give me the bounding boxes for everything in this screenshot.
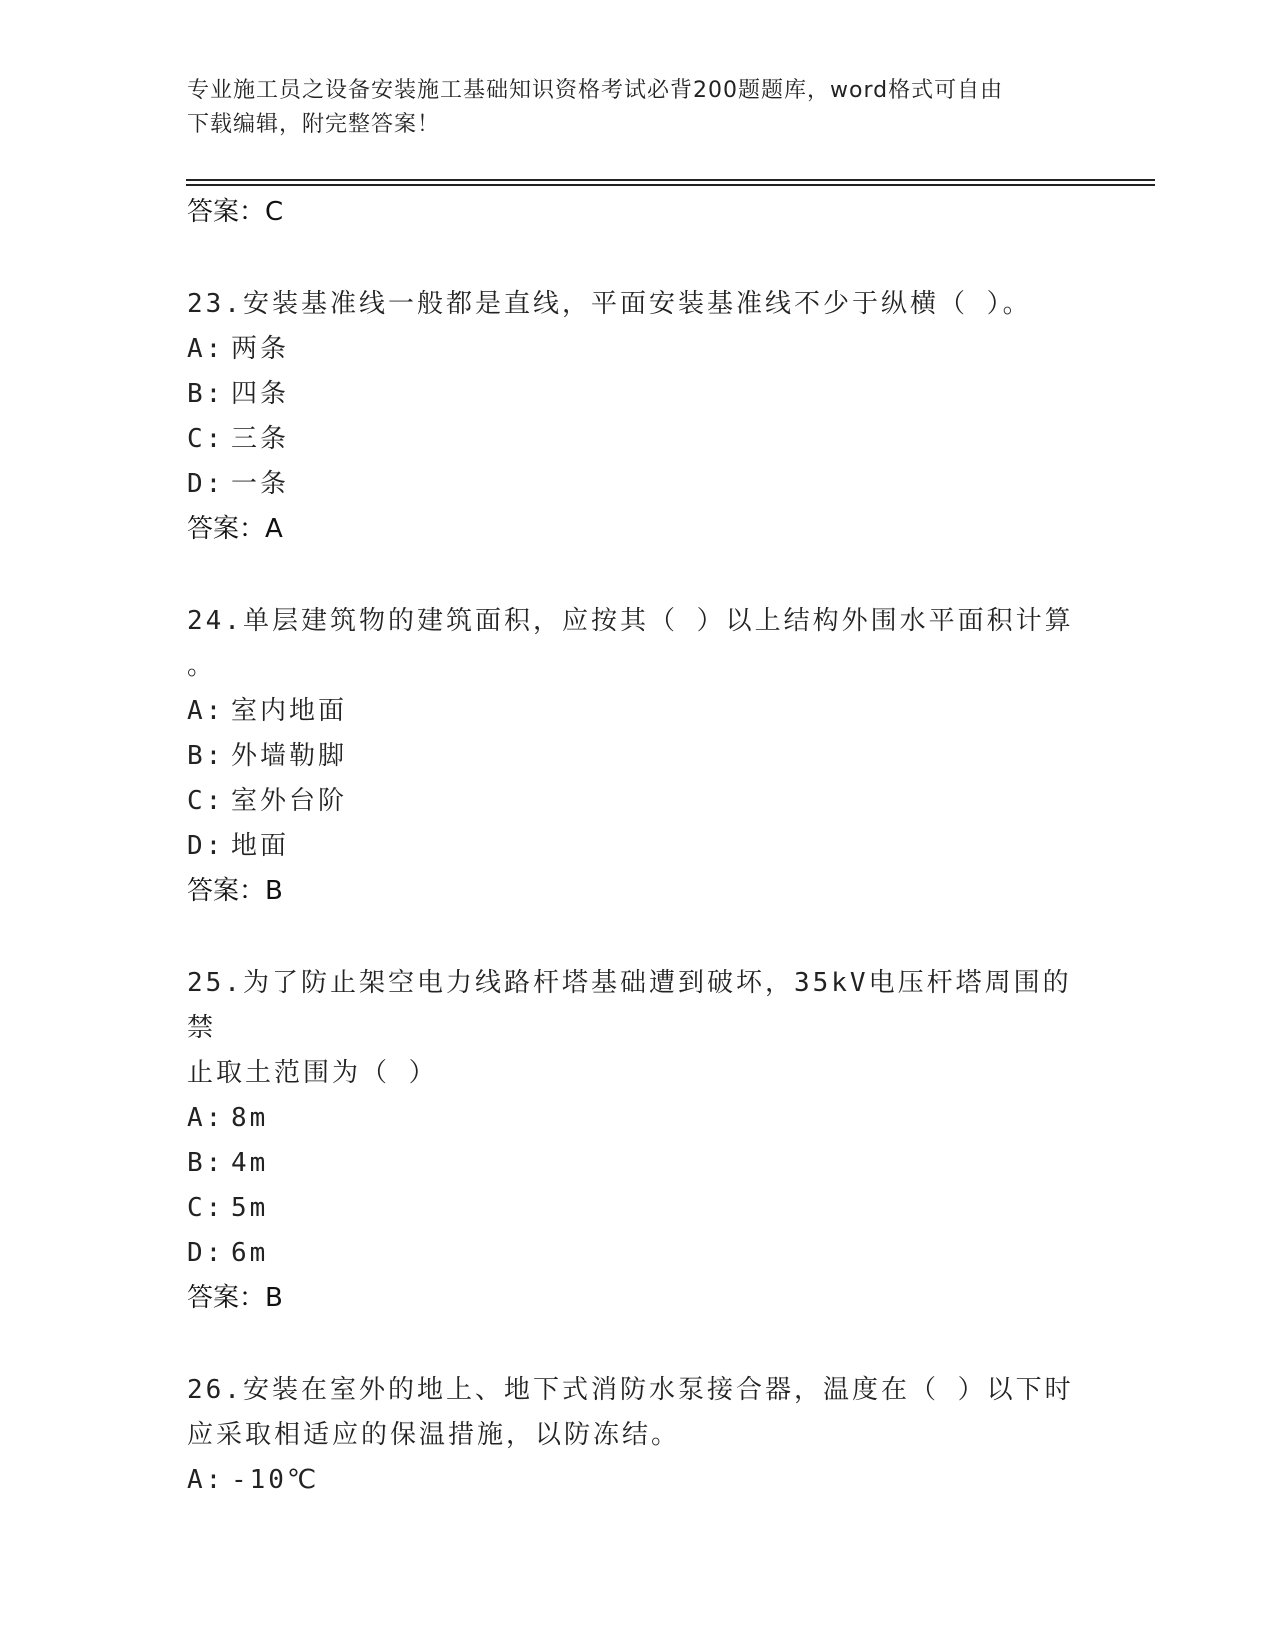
option-key: B: xyxy=(187,741,225,771)
question-23 xyxy=(187,282,1087,552)
option-a xyxy=(187,689,1087,734)
option-text: 两条 xyxy=(231,334,290,364)
option-text: 外墙勒脚 xyxy=(231,741,348,771)
option-text: 三条 xyxy=(231,424,290,454)
option-b xyxy=(187,1141,1087,1186)
option-key: A: xyxy=(187,334,225,364)
option-key: D: xyxy=(187,1238,225,1268)
option-text: 8m xyxy=(231,1103,269,1133)
option-key: C: xyxy=(187,424,225,454)
option-key: B: xyxy=(187,1148,225,1178)
option-b xyxy=(187,372,1087,417)
question-stem xyxy=(187,599,1087,689)
question-list xyxy=(187,190,1087,1503)
option-key: D: xyxy=(187,831,225,861)
option-a xyxy=(187,1096,1087,1141)
option-key: A: xyxy=(187,1465,225,1495)
document-header xyxy=(187,74,1067,142)
stem-line: 止取土范围为（ ） xyxy=(187,1058,438,1088)
option-d xyxy=(187,462,1087,507)
option-c xyxy=(187,779,1087,824)
header-divider-top xyxy=(186,179,1155,181)
stem-line: 24.单层建筑物的建筑面积，应按其（ ）以上结构外围水平面积计算 xyxy=(187,606,1074,636)
option-key: C: xyxy=(187,786,225,816)
question-stem xyxy=(187,1368,1087,1458)
answer-line: 答案：A xyxy=(187,514,283,544)
question-25 xyxy=(187,961,1087,1321)
option-key: A: xyxy=(187,1103,225,1133)
question-stem xyxy=(187,961,1087,1096)
option-c xyxy=(187,1186,1087,1231)
option-text: 4m xyxy=(231,1148,269,1178)
question-26 xyxy=(187,1368,1087,1503)
option-text: 一条 xyxy=(231,469,290,499)
option-d xyxy=(187,824,1087,869)
header-divider-bottom xyxy=(186,184,1155,186)
option-text: 5m xyxy=(231,1193,269,1223)
header-line-1: 专业施工员之设备安装施工基础知识资格考试必背200题题库，word格式可自由 xyxy=(187,78,1004,103)
option-text: 地面 xyxy=(231,831,290,861)
question-24 xyxy=(187,599,1087,914)
question-stem xyxy=(187,282,1087,327)
option-key: C: xyxy=(187,1193,225,1223)
option-b xyxy=(187,734,1087,779)
option-text: 室内地面 xyxy=(231,696,348,726)
option-key: B: xyxy=(187,379,225,409)
option-text: 四条 xyxy=(231,379,290,409)
option-text: 室外台阶 xyxy=(231,786,348,816)
option-a xyxy=(187,327,1087,372)
option-d xyxy=(187,1231,1087,1276)
header-line-2: 下载编辑，附完整答案！ xyxy=(187,112,441,137)
answer-line: 答案：C xyxy=(187,197,284,227)
option-key: A: xyxy=(187,696,225,726)
option-a xyxy=(187,1458,1087,1503)
stem-line: 26.安装在室外的地上、地下式消防水泵接合器，温度在（ ）以下时 xyxy=(187,1375,1074,1405)
answer-line: 答案：B xyxy=(187,876,283,906)
option-c xyxy=(187,417,1087,462)
option-text: -10℃ xyxy=(231,1465,320,1495)
stem-line: 应采取相适应的保温措施，以防冻结。 xyxy=(187,1420,681,1450)
option-key: D: xyxy=(187,469,225,499)
stem-line: 。 xyxy=(187,651,217,681)
answer-line: 答案：B xyxy=(187,1283,283,1313)
stem-line: 23.安装基准线一般都是直线，平面安装基准线不少于纵横（ ）。 xyxy=(187,289,1032,319)
option-text: 6m xyxy=(231,1238,269,1268)
stem-line: 25.为了防止架空电力线路杆塔基础遭到破坏，35kV电压杆塔周围的禁 xyxy=(187,968,1072,1043)
